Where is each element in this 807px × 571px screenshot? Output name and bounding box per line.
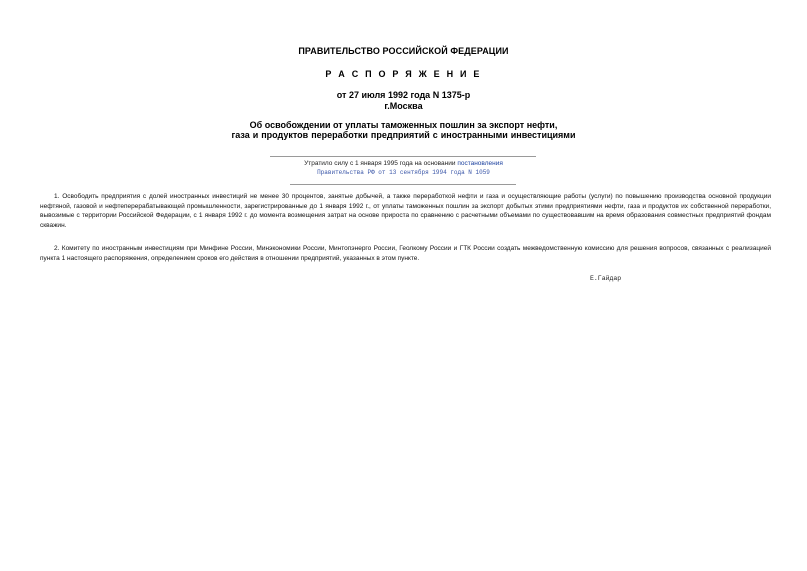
body-paragraph-2: 2. Комитету по иностранным инвестициям при Минфине России, Минэкономики России, Минтопэнерго России, Геолкому России и ГТК России создать межведомственную комиссию для решения вопросов, связанных с реализацией пункта 1 настоящего распоряжения, определением сроков его действия в отношении предприятий, указанных в этом пункте.: [40, 245, 771, 262]
status-note-prefix: Утратило силу с 1 января 1995 года на основании: [304, 160, 458, 167]
document-date-number: от 27 июля 1992 года N 1375-р: [336, 90, 471, 100]
status-divider-top: [270, 156, 536, 157]
document-type-heading: Р А С П О Р Я Ж Е Н И Е: [325, 69, 482, 79]
document-subject-line-1: Об освобождении от уплаты таможенных пошлин за экспорт нефти,: [249, 120, 558, 130]
signature: Е.Гайдар: [590, 275, 622, 282]
status-divider-bottom: [290, 184, 516, 185]
government-heading: ПРАВИТЕЛЬСТВО РОССИЙСКОЙ ФЕДЕРАЦИИ: [298, 46, 509, 56]
document-subject-line-2: газа и продуктов переработки предприятий с иностранными инвестициями: [231, 130, 576, 140]
status-resolution-link[interactable]: постановления: [457, 160, 503, 167]
document-city: г.Москва: [384, 101, 423, 111]
status-note: [0, 160, 807, 167]
status-source-link[interactable]: Правительства РФ от 13 сентября 1994 года N 1059: [317, 169, 490, 176]
body-paragraph-1: 1. Освободить предприятия с долей иностранных инвестиций не менее 30 процентов, занятые добычей, а также переработкой нефти и газа и осуществляющие работы (услуги) по повышению производства основной продукции нефтяной, газовой и нефтеперерабатывающей промышленности, зарегистрированные до 1 января 1992 г., от уплаты таможенных пошлин за экспорт добытых этими предприятиями нефти, газа и продуктов их собственной переработки, вывозимые с территории Российской Федерации, с 1 января 1992 г. до момента возмещения затрат на основе прироста по сравнению с расчетными объемами по существовавшим на время образования совместных предприятий фондам скважин.: [40, 193, 771, 229]
